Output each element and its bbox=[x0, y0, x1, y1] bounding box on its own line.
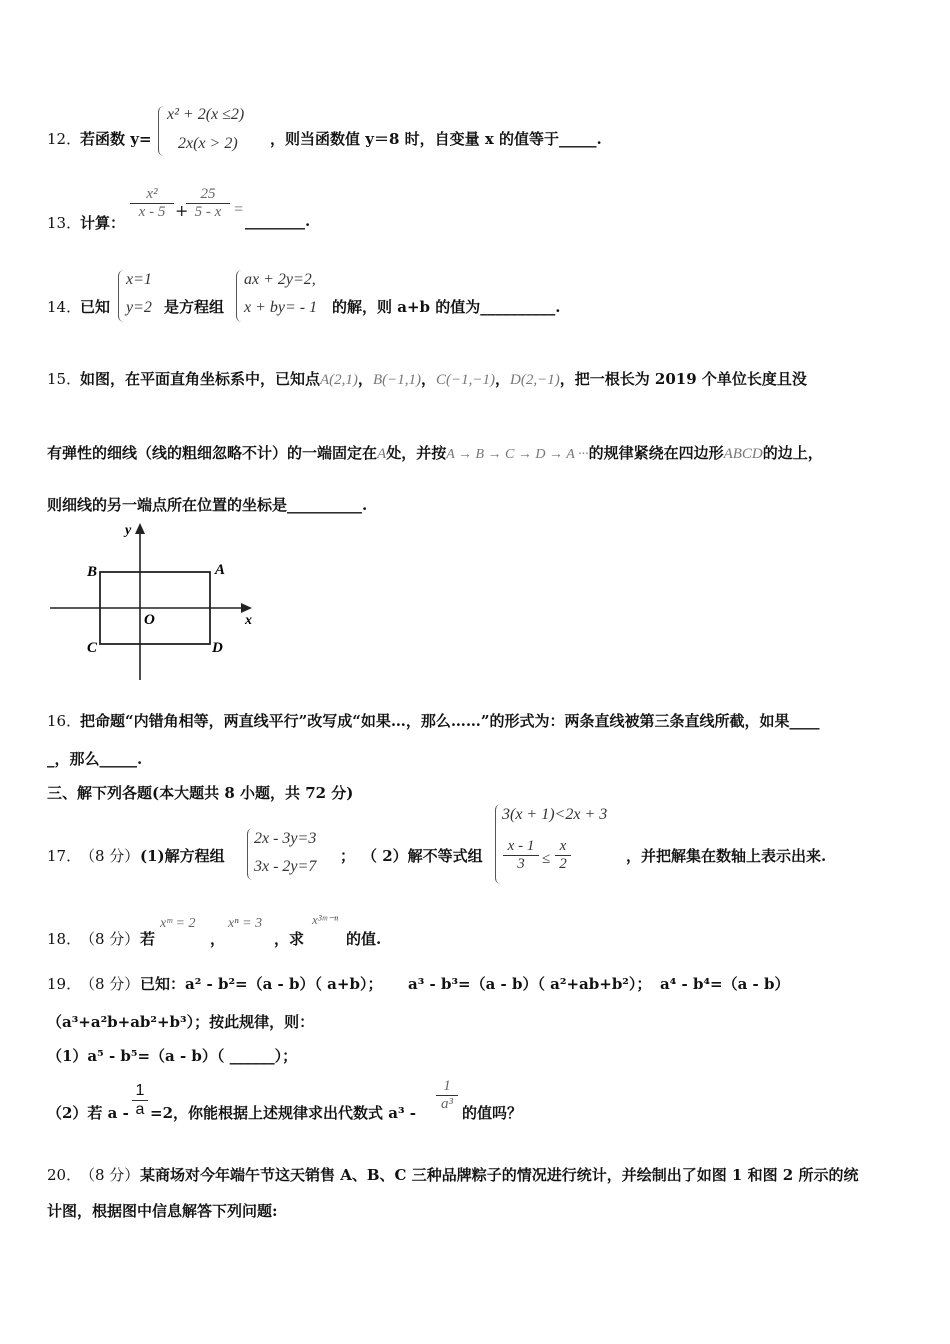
q17-sys1-line2: 3x - 2y=7 bbox=[254, 858, 317, 875]
q17-sys2-frac-right bbox=[555, 838, 571, 873]
q18-suffix: 的值. bbox=[346, 930, 382, 948]
q19-fraction-1 bbox=[132, 1082, 148, 1119]
q20-line1: 某商场对今年端午节这天销售 A、B、C 三种品牌粽子的情况进行统计，并绘制出了如图 1 和图 2 所示的统 bbox=[140, 1166, 859, 1184]
fig-label-d: D bbox=[212, 640, 223, 656]
q19-line3: （1）a⁵ - b⁵=（a - b）（ ______）； bbox=[47, 1047, 298, 1065]
q17-part1: (1)解方程组 bbox=[140, 847, 225, 865]
q17-frac-left-den: 3 bbox=[503, 855, 539, 873]
q18-prefix: 若 bbox=[140, 930, 156, 948]
q16-line1: 把命题“内错角相等，两直线平行”改写成“如果…，那么……”的形式为：两条直线被第三条直线所截，如果____ bbox=[80, 712, 820, 730]
q14-sys1-line2: y=2 bbox=[126, 299, 152, 316]
q18-comma-1: ， bbox=[210, 930, 226, 948]
fig-label-y: y bbox=[125, 523, 132, 538]
q16-line2: _，那么_____. bbox=[47, 750, 143, 768]
q20-score: （8 分） bbox=[80, 1166, 140, 1184]
fig-label-a: A bbox=[215, 562, 226, 578]
q14-prefix: 已知 bbox=[80, 298, 111, 316]
q18-score: （8 分） bbox=[80, 930, 140, 948]
fig-label-c: C bbox=[87, 640, 98, 656]
q12-case1: x² + 2(x ≤2) bbox=[167, 106, 245, 123]
q15-line2: 有弹性的细线（线的粗细忽略不计）的一端固定在A处，并按A → B → C → D → A ···的规律紧绕在四边形ABCD的边上， bbox=[47, 444, 823, 462]
q13-blank: ________. bbox=[245, 212, 311, 230]
q17-le-sign: ≤ bbox=[542, 851, 551, 867]
q17-frac-left-num: x - 1 bbox=[507, 838, 535, 854]
q13-number: 13． bbox=[47, 214, 82, 232]
q13-frac2-den: 5 - x bbox=[186, 203, 230, 221]
q13-fraction-2 bbox=[186, 186, 230, 221]
q14-suffix: 的解，则 a+b 的值为__________. bbox=[332, 298, 561, 316]
q19-frac2-den: a³ bbox=[436, 1095, 458, 1113]
q19-line1-a: 已知：a² - b²=（a - b）（ a+b）； bbox=[140, 975, 383, 993]
q17-sys2-frac-left bbox=[503, 838, 539, 873]
point-c: C(−1,−1) bbox=[435, 372, 495, 388]
q18-expr-1: xᵐ = 2 bbox=[160, 916, 196, 931]
q13-fraction-1 bbox=[130, 186, 174, 221]
q19-line1-c: a⁴ - b⁴=（a - b） bbox=[660, 975, 790, 993]
q19-score: （8 分） bbox=[80, 975, 140, 993]
q12-number: 12． bbox=[47, 130, 82, 148]
q14-brace-1 bbox=[118, 270, 126, 322]
q20-number: 20． bbox=[47, 1166, 82, 1184]
q12-prefix: 若函数 y= bbox=[80, 130, 152, 148]
point-a: A(2,1) bbox=[320, 372, 358, 388]
q17-sys2-line1: 3(x + 1)<2x + 3 bbox=[502, 806, 608, 823]
q19-frac2-num: 1 bbox=[443, 1078, 451, 1094]
point-d: D(2,−1) bbox=[510, 372, 560, 388]
q19-frac1-den: a bbox=[132, 1100, 148, 1119]
q17-sys1-line1: 2x - 3y=3 bbox=[254, 830, 317, 847]
q19-fraction-2 bbox=[436, 1078, 458, 1113]
q18-expr-2: xⁿ = 3 bbox=[228, 916, 263, 931]
point-b: B(−1,1) bbox=[372, 372, 421, 388]
q14-mid: 是方程组 bbox=[164, 298, 225, 316]
q12-brace bbox=[158, 106, 167, 156]
q13-frac2-num: 25 bbox=[200, 186, 216, 202]
q14-sys2-line2: x + by= - 1 bbox=[244, 299, 318, 316]
q13-frac1-num: x² bbox=[146, 186, 158, 202]
q18-ask: ，求 bbox=[274, 930, 305, 948]
q17-frac-right-den: 2 bbox=[555, 855, 571, 873]
q17-score: （8 分） bbox=[80, 847, 140, 865]
q13-plus: + bbox=[175, 201, 189, 220]
q13-prefix: 计算： bbox=[80, 214, 126, 232]
q14-brace-2 bbox=[236, 270, 244, 322]
q19-line1-b: a³ - b³=（a - b）（ a²+ab+b²）； bbox=[408, 975, 652, 993]
q15-coordinate-figure bbox=[45, 520, 265, 685]
fig-label-x: x bbox=[245, 613, 252, 628]
q19-line2: （a³+a²b+ab²+b³）；按此规律，则： bbox=[47, 1013, 315, 1031]
q17-number: 17． bbox=[47, 847, 82, 865]
q17-part2: （ 2）解不等式组 bbox=[362, 847, 483, 865]
q15-line3: 则细线的另一端点所在位置的坐标是__________. bbox=[47, 496, 368, 514]
fig-label-b: B bbox=[87, 564, 98, 580]
q14-sys2-line1: ax + 2y=2, bbox=[244, 271, 316, 288]
fig-label-o: O bbox=[144, 612, 155, 628]
wrap-pattern: A → B → C → D → A ··· bbox=[446, 447, 589, 462]
q12-suffix: ，则当函数值 y＝8 时，自变量 x 的值等于_____. bbox=[270, 130, 602, 148]
q19-line4-b: =2，你能根据上述规律求出代数式 a³ - bbox=[150, 1104, 416, 1122]
q18-expr-3: x³ᵐ⁻ⁿ bbox=[312, 912, 339, 927]
q14-sys1-line1: x=1 bbox=[126, 271, 152, 288]
q15-number: 15． bbox=[47, 370, 82, 388]
q19-number: 19． bbox=[47, 975, 82, 993]
q19-line4-a: （2）若 a - bbox=[47, 1104, 129, 1122]
q13-frac1-den: x - 5 bbox=[130, 203, 174, 221]
q13-equals: = bbox=[233, 201, 244, 218]
q14-number: 14． bbox=[47, 298, 82, 316]
q16-number: 16． bbox=[47, 712, 82, 730]
q17-suffix: ，并把解集在数轴上表示出来. bbox=[626, 847, 827, 865]
section-3-title: 三、解下列各题(本大题共 8 小题，共 72 分) bbox=[47, 784, 354, 802]
q18-number: 18． bbox=[47, 930, 82, 948]
q15-line1: 如图，在平面直角坐标系中，已知点A(2,1)，B(−1,1)，C(−1,−1)，D(2,−1)，把一根长为 2019 个单位长度且没 bbox=[80, 370, 807, 388]
q17-frac-right-num: x bbox=[559, 838, 567, 854]
q20-line2: 计图，根据图中信息解答下列问题: bbox=[47, 1202, 278, 1220]
q19-line4-c: 的值吗？ bbox=[462, 1104, 523, 1122]
q12-case2: 2x(x > 2) bbox=[178, 135, 238, 152]
q19-frac1-num: 1 bbox=[135, 1082, 145, 1099]
q17-semicolon: ； bbox=[340, 847, 356, 865]
